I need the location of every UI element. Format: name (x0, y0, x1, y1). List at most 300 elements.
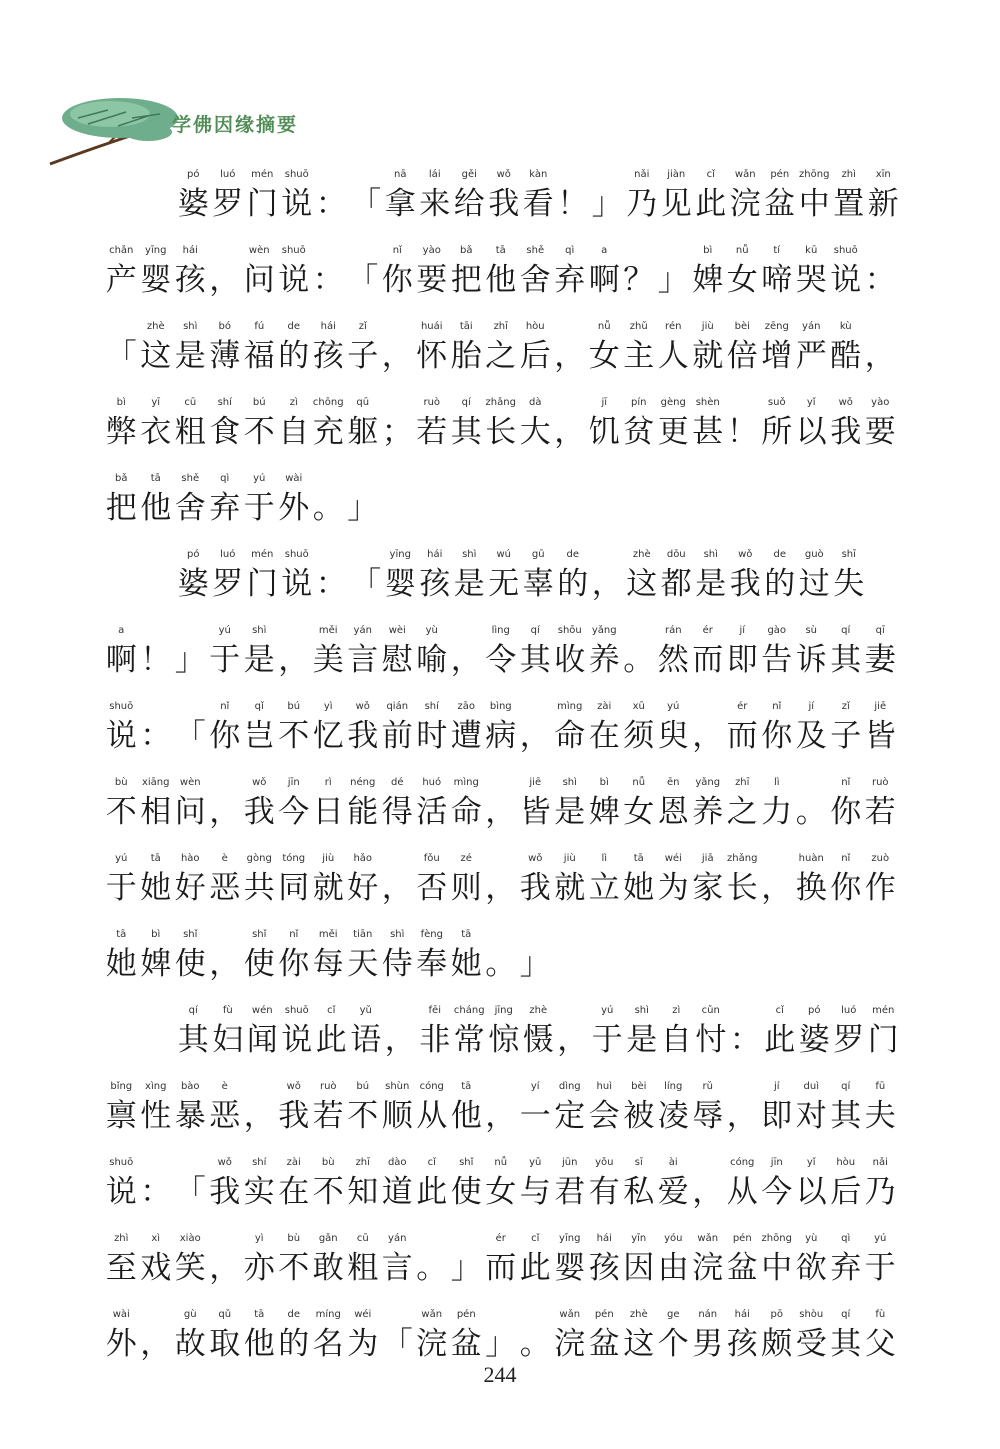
character-unit (139, 1080, 174, 1138)
pinyin-annotation: lái (428, 169, 441, 180)
hanzi-character: 须 (623, 718, 655, 754)
character-unit (728, 1004, 763, 1062)
pinyin-annotation: qí (188, 1005, 198, 1016)
text-line (104, 606, 904, 682)
pinyin-annotation: nǐ (772, 701, 782, 712)
hanzi-character: 的 (278, 1326, 310, 1362)
character-unit (311, 776, 346, 834)
hanzi-character: 粗 (174, 414, 206, 450)
hanzi-character: 。 (795, 794, 827, 830)
hanzi-character: 说 (281, 186, 313, 222)
hanzi-character: 恩 (657, 794, 689, 830)
hanzi-character: 我 (243, 794, 275, 830)
pinyin-annotation: jiē (874, 701, 887, 712)
hanzi-character: 言 (347, 642, 379, 678)
pinyin-annotation: mén (251, 169, 274, 180)
pinyin-annotation: pén (732, 1233, 752, 1244)
book-title: 学佛因缘摘要 (172, 114, 299, 136)
hanzi-character: 命 (554, 718, 586, 754)
pinyin-annotation: shǐ (459, 1157, 474, 1168)
hanzi-character: 说 (278, 262, 310, 298)
pinyin-annotation: zhǎng (485, 397, 516, 408)
character-unit (553, 624, 588, 682)
pinyin-annotation: ēn (667, 777, 680, 788)
pinyin-annotation: shí (252, 1157, 267, 1168)
hanzi-character: 」 (347, 490, 379, 526)
character-unit (280, 548, 315, 606)
hanzi-character: ： (864, 262, 896, 298)
pinyin-annotation: nǚ (597, 321, 611, 332)
character-unit (553, 1080, 588, 1138)
pinyin-annotation: zhōng (761, 1233, 792, 1244)
hanzi-character: 即 (761, 1098, 793, 1134)
character-unit (208, 244, 243, 302)
character-unit (449, 396, 484, 454)
hanzi-character: 倍 (726, 338, 758, 374)
character-unit (173, 1080, 208, 1138)
character-unit (242, 624, 277, 682)
hanzi-character: 这 (140, 338, 172, 374)
hanzi-character: 忆 (312, 718, 344, 754)
hanzi-character: 置 (833, 186, 865, 222)
character-unit (553, 320, 588, 378)
character-unit (797, 168, 832, 226)
character-unit (415, 852, 450, 910)
character-unit (691, 776, 726, 834)
hanzi-character: 自 (660, 1022, 692, 1058)
pinyin-annotation: nǐ (392, 245, 402, 256)
pinyin-annotation: shuō (109, 1157, 134, 1168)
character-unit (311, 1080, 346, 1138)
hanzi-character: 胎 (450, 338, 482, 374)
pinyin-annotation: wài (285, 473, 303, 484)
character-unit (829, 1232, 864, 1290)
hanzi-character: 病 (485, 718, 517, 754)
pinyin-annotation: bú (287, 701, 301, 712)
pinyin-annotation: hòu (525, 321, 545, 332)
hanzi-character: 门 (246, 186, 278, 222)
hanzi-character: 孩 (174, 262, 206, 298)
character-unit (245, 1004, 280, 1062)
character-unit (518, 1308, 553, 1366)
hanzi-character: 是 (174, 338, 206, 374)
pinyin-annotation: cǐ (427, 1157, 436, 1168)
hanzi-character: ， (450, 642, 482, 678)
hanzi-character: 所 (761, 414, 793, 450)
text-line (104, 1214, 904, 1290)
pinyin-annotation: wǒ (286, 1081, 301, 1092)
hanzi-character: 诉 (795, 642, 827, 678)
character-unit (484, 320, 519, 378)
hanzi-character: 子 (830, 718, 862, 754)
hanzi-character: 由 (657, 1250, 689, 1286)
hanzi-character: 喻 (416, 642, 448, 678)
character-unit (553, 776, 588, 834)
hanzi-character: 外 (105, 1326, 137, 1362)
pinyin-annotation: shì (183, 321, 198, 332)
character-unit (346, 1308, 381, 1366)
hanzi-character: 她 (140, 870, 172, 906)
character-unit (725, 396, 760, 454)
hanzi-character: 我 (209, 1174, 241, 1210)
hanzi-character: 盆 (764, 186, 796, 222)
pinyin-annotation: hòu (836, 1157, 856, 1168)
pinyin-annotation: mén (251, 549, 274, 560)
pinyin-annotation: yǎng (591, 625, 617, 636)
hanzi-character: 即 (726, 642, 758, 678)
hanzi-character: 在 (588, 718, 620, 754)
character-unit (691, 852, 726, 910)
pinyin-annotation: wén (251, 1005, 273, 1016)
pinyin-annotation: wǎn (421, 1309, 443, 1320)
pinyin-annotation: shǐ (252, 929, 267, 940)
hanzi-character: 见 (660, 186, 692, 222)
hanzi-character: 其 (830, 1098, 862, 1134)
pinyin-annotation: tāi (459, 321, 473, 332)
hanzi-character: ： (315, 186, 347, 222)
character-unit (380, 852, 415, 910)
pinyin-annotation: zǐ (358, 321, 367, 332)
pinyin-annotation: ài (668, 1157, 678, 1168)
pinyin-annotation: de (287, 321, 300, 332)
pinyin-annotation: yì (323, 701, 333, 712)
character-unit (415, 1232, 450, 1290)
hanzi-character: 而 (485, 1250, 517, 1286)
text-line (104, 758, 904, 834)
hanzi-character: 啊 (588, 262, 620, 298)
hanzi-character: 甚 (692, 414, 724, 450)
character-unit (829, 320, 864, 378)
pinyin-annotation: bǐng (110, 1081, 133, 1092)
character-unit (415, 320, 450, 378)
character-unit (794, 244, 829, 302)
character-unit (346, 1080, 381, 1138)
hanzi-character: ， (381, 338, 413, 374)
character-unit (415, 776, 450, 834)
character-unit (760, 1308, 795, 1366)
hanzi-character: 对 (795, 1098, 827, 1134)
pinyin-annotation: pén (456, 1309, 476, 1320)
hanzi-character: 我 (347, 718, 379, 754)
character-unit (208, 1232, 243, 1290)
pinyin-annotation: bào (180, 1081, 200, 1092)
pinyin-annotation: dào (387, 1157, 407, 1168)
hanzi-character: 我 (488, 186, 520, 222)
character-unit (349, 548, 384, 606)
hanzi-character: 婴 (140, 262, 172, 298)
pinyin-annotation: kàn (529, 169, 548, 180)
hanzi-character: ： (312, 262, 344, 298)
character-unit (208, 624, 243, 682)
hanzi-character: 自 (278, 414, 310, 450)
hanzi-character: ， (209, 1250, 241, 1286)
hanzi-character: 舍 (174, 490, 206, 526)
pinyin-annotation: qí (530, 625, 540, 636)
character-unit (587, 624, 622, 682)
hanzi-character: 个 (657, 1326, 689, 1362)
character-unit (311, 624, 346, 682)
page-body (104, 150, 904, 1366)
hanzi-character: 问 (174, 794, 206, 830)
hanzi-character: 「 (381, 1326, 413, 1362)
pinyin-annotation: měi (318, 625, 338, 636)
pinyin-annotation: pō (770, 1309, 783, 1320)
hanzi-character: 不 (312, 1174, 344, 1210)
character-unit (829, 852, 864, 910)
pinyin-annotation: jiā (701, 853, 714, 864)
character-unit (553, 1308, 588, 1366)
pinyin-annotation: xiāng (141, 777, 170, 788)
hanzi-character: ： (140, 718, 172, 754)
hanzi-character: 婢 (692, 262, 724, 298)
hanzi-character: 弊 (105, 414, 137, 450)
hanzi-character: 在 (278, 1174, 310, 1210)
pinyin-annotation: ruò (423, 397, 441, 408)
pinyin-annotation: ruò (871, 777, 889, 788)
character-unit (518, 244, 553, 302)
character-unit (829, 244, 864, 302)
pinyin-annotation: qí (841, 625, 851, 636)
hanzi-character: 「 (350, 186, 382, 222)
character-unit (211, 1004, 246, 1062)
hanzi-character: 浣 (554, 1326, 586, 1362)
character-unit (691, 1080, 726, 1138)
character-unit (763, 1004, 798, 1062)
pinyin-annotation: tiān (353, 929, 373, 940)
character-unit (314, 1004, 349, 1062)
character-unit (452, 168, 487, 226)
character-unit (415, 1308, 450, 1366)
hanzi-character: 辜 (522, 566, 554, 602)
character-unit (659, 168, 694, 226)
character-unit (587, 396, 622, 454)
hanzi-character: 。 (623, 642, 655, 678)
hanzi-character: 长 (726, 870, 758, 906)
pinyin-annotation: fù (875, 1309, 886, 1320)
character-unit (173, 852, 208, 910)
character-unit (242, 1080, 277, 1138)
character-unit (760, 624, 795, 682)
pinyin-annotation: yú (115, 853, 128, 864)
pinyin-annotation: wài (112, 1309, 130, 1320)
hanzi-character: 中 (798, 186, 830, 222)
pinyin-annotation: yí (530, 1081, 540, 1092)
hanzi-character: 忖 (695, 1022, 727, 1058)
character-unit (277, 852, 312, 910)
character-unit (556, 168, 591, 226)
pinyin-annotation: pén (770, 169, 790, 180)
hanzi-character: ， (140, 1326, 172, 1362)
character-unit (694, 168, 729, 226)
pinyin-annotation: luó (841, 1005, 857, 1016)
hanzi-character: 增 (761, 338, 793, 374)
pinyin-annotation: zuò (871, 853, 890, 864)
character-unit (242, 1232, 277, 1290)
character-unit (139, 852, 174, 910)
character-unit (104, 1308, 139, 1366)
pinyin-annotation: bù (114, 777, 128, 788)
pinyin-annotation: hái (596, 1233, 612, 1244)
character-unit (794, 1232, 829, 1290)
character-unit (104, 472, 139, 530)
character-unit (346, 320, 381, 378)
pinyin-annotation: a (601, 245, 608, 256)
hanzi-character: 乃 (864, 1174, 896, 1210)
character-unit (725, 776, 760, 834)
character-unit (622, 624, 657, 682)
character-unit (380, 396, 415, 454)
character-unit (622, 1080, 657, 1138)
hanzi-character: 于 (105, 870, 137, 906)
pinyin-annotation: fǒu (423, 853, 440, 864)
character-unit (139, 1232, 174, 1290)
hanzi-character: ： (315, 566, 347, 602)
character-unit (760, 700, 795, 758)
hanzi-character: 爱 (657, 1174, 689, 1210)
pinyin-annotation: ér (737, 701, 748, 712)
hanzi-character: 遭 (450, 718, 482, 754)
character-unit (418, 1004, 453, 1062)
character-unit (656, 396, 691, 454)
character-unit (415, 396, 450, 454)
character-unit (208, 1156, 243, 1214)
character-unit (863, 244, 898, 302)
character-unit (346, 776, 381, 834)
pinyin-annotation: qí (841, 1081, 851, 1092)
pinyin-annotation: mìng (453, 777, 479, 788)
character-unit (380, 624, 415, 682)
hanzi-character: 门 (867, 1022, 899, 1058)
hanzi-character: 以 (795, 1174, 827, 1210)
character-unit (139, 776, 174, 834)
hanzi-character: 看 (522, 186, 554, 222)
hanzi-character: 与 (519, 1174, 551, 1210)
character-unit (797, 548, 832, 606)
pinyin-annotation: luó (220, 549, 236, 560)
hanzi-character: 凌 (657, 1098, 689, 1134)
character-unit (587, 700, 622, 758)
character-unit (691, 624, 726, 682)
pinyin-annotation: jīn (287, 777, 300, 788)
character-unit (622, 244, 657, 302)
hanzi-character: ， (692, 718, 724, 754)
text-line (104, 226, 904, 302)
character-unit (691, 244, 726, 302)
hanzi-character: 孩 (726, 1326, 758, 1362)
pinyin-annotation: yǔ (359, 1005, 372, 1016)
pinyin-annotation: jiàn (667, 169, 686, 180)
hanzi-character: 共 (243, 870, 275, 906)
character-unit (484, 1156, 519, 1214)
hanzi-character: 就 (692, 338, 724, 374)
pinyin-annotation: yǐ (806, 1157, 816, 1168)
character-unit (208, 396, 243, 454)
character-unit (346, 1156, 381, 1214)
pinyin-annotation: cǐ (531, 1233, 540, 1244)
pinyin-annotation: xì (151, 1233, 161, 1244)
character-unit (346, 700, 381, 758)
pinyin-annotation: gòng (246, 853, 272, 864)
pinyin-annotation: wéi (664, 853, 682, 864)
pinyin-annotation: bù (287, 1233, 301, 1244)
character-unit (346, 396, 381, 454)
character-unit (104, 624, 139, 682)
pinyin-annotation: wǎn (559, 1309, 581, 1320)
pinyin-annotation: zhǔ (629, 321, 648, 332)
hanzi-character: ， (761, 870, 793, 906)
hanzi-character: 躯 (347, 414, 379, 450)
hanzi-character: 道 (381, 1174, 413, 1210)
character-unit (760, 1080, 795, 1138)
hanzi-character: 之 (485, 338, 517, 374)
character-unit (760, 244, 795, 302)
hanzi-character: 说 (105, 1174, 137, 1210)
hanzi-character: 今 (278, 794, 310, 830)
pinyin-annotation: ge (667, 1309, 680, 1320)
pinyin-annotation: qì (841, 1233, 851, 1244)
hanzi-character: 知 (347, 1174, 379, 1210)
hanzi-character: ； (381, 414, 413, 450)
hanzi-character: 是 (243, 642, 275, 678)
hanzi-character: ！ (140, 642, 172, 678)
character-unit (208, 472, 243, 530)
character-unit (314, 548, 349, 606)
character-unit (521, 1004, 556, 1062)
character-unit (691, 396, 726, 454)
character-unit (794, 1156, 829, 1214)
hanzi-character: 故 (174, 1326, 206, 1362)
character-unit (173, 1156, 208, 1214)
hanzi-character: 」 (485, 1326, 517, 1362)
hanzi-character: ， (485, 794, 517, 830)
hanzi-character: 食 (209, 414, 241, 450)
character-unit (380, 1232, 415, 1290)
hanzi-character: 而 (692, 642, 724, 678)
character-unit (518, 852, 553, 910)
hanzi-character: 戏 (140, 1250, 172, 1286)
hanzi-character: 要 (416, 262, 448, 298)
hanzi-character: 为 (347, 1326, 379, 1362)
character-unit (380, 1156, 415, 1214)
hanzi-character: 侍 (381, 946, 413, 982)
hanzi-character: 婢 (140, 946, 172, 982)
pinyin-annotation: yán (802, 321, 821, 332)
character-unit (104, 396, 139, 454)
pinyin-annotation: wèi (388, 625, 406, 636)
character-unit (691, 1156, 726, 1214)
character-unit (449, 928, 484, 986)
hanzi-character: 禀 (105, 1098, 137, 1134)
character-unit (415, 928, 450, 986)
character-unit (139, 244, 174, 302)
character-unit (277, 776, 312, 834)
hanzi-character: 问 (243, 262, 275, 298)
pinyin-annotation: nǐ (289, 929, 299, 940)
character-unit (760, 1156, 795, 1214)
character-unit (104, 700, 139, 758)
hanzi-character: ， (591, 566, 623, 602)
pinyin-annotation: wǒ (217, 1157, 232, 1168)
hanzi-character: 弃 (209, 490, 241, 526)
character-unit (863, 776, 898, 834)
character-unit (694, 548, 729, 606)
pinyin-annotation: qì (565, 245, 575, 256)
character-unit (242, 700, 277, 758)
hanzi-character: 若 (864, 794, 896, 830)
hanzi-character: 要 (864, 414, 896, 450)
pinyin-annotation: shuō (109, 701, 134, 712)
pinyin-annotation: huàn (798, 853, 824, 864)
